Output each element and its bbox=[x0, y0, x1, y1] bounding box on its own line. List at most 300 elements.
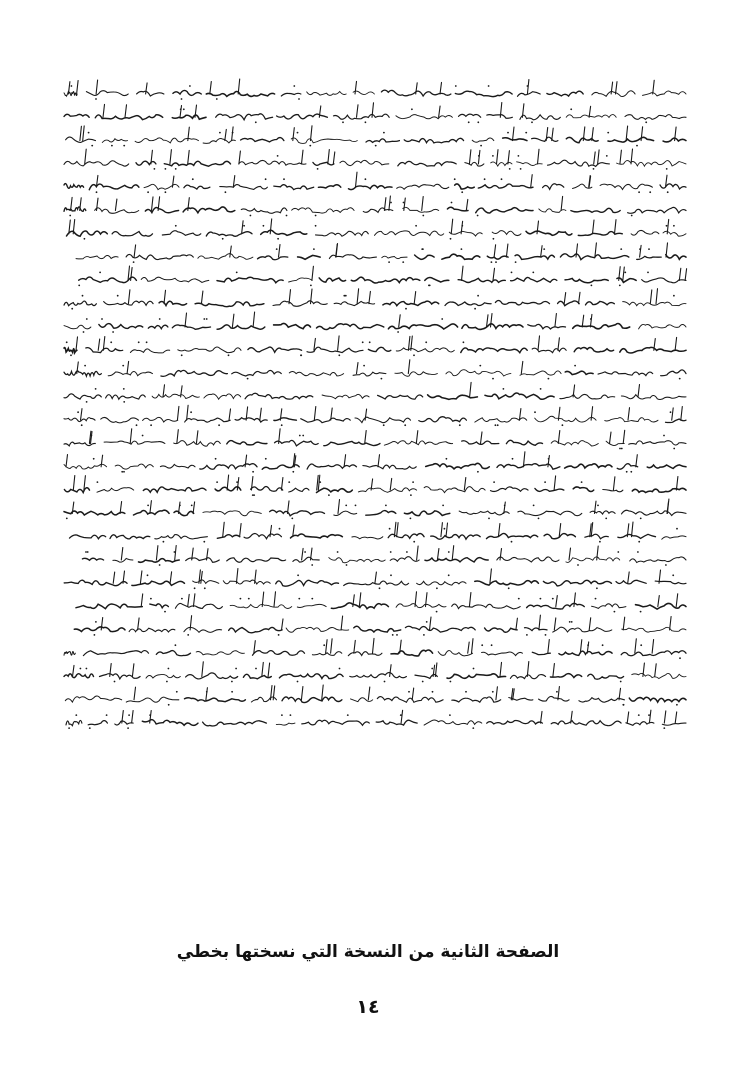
ink-ascender bbox=[685, 269, 687, 281]
ink-dot bbox=[95, 98, 97, 100]
ink-ascender bbox=[357, 363, 359, 374]
ink-dot bbox=[581, 481, 583, 483]
ink-ascender bbox=[513, 127, 515, 141]
ink-dot bbox=[66, 518, 68, 520]
ink-word bbox=[515, 255, 554, 260]
ink-word bbox=[559, 651, 612, 655]
ink-dot bbox=[515, 261, 517, 263]
ink-dot bbox=[93, 458, 95, 460]
manuscript-line bbox=[64, 172, 686, 193]
ink-ascender bbox=[399, 315, 401, 327]
ink-word bbox=[159, 301, 187, 305]
ink-dot bbox=[191, 505, 193, 507]
ink-ascender bbox=[274, 592, 276, 607]
ink-ascender bbox=[414, 292, 416, 304]
manuscript-line bbox=[74, 615, 686, 636]
ink-word bbox=[289, 278, 313, 282]
ink-word bbox=[244, 534, 281, 539]
ink-word bbox=[598, 372, 653, 376]
ink-word bbox=[102, 139, 127, 143]
manuscript-line bbox=[64, 405, 686, 426]
ink-dot bbox=[640, 518, 642, 520]
ink-dot bbox=[159, 564, 161, 566]
ink-dot bbox=[507, 132, 509, 134]
ink-word bbox=[590, 511, 615, 514]
ink-word bbox=[162, 231, 201, 236]
ink-dot bbox=[448, 574, 450, 576]
ink-ascender bbox=[357, 289, 359, 304]
ink-word bbox=[592, 91, 635, 97]
ink-ascender bbox=[466, 199, 468, 210]
ink-word bbox=[274, 418, 297, 421]
ink-ascender bbox=[369, 291, 371, 303]
ink-dot bbox=[390, 574, 392, 576]
ink-dot bbox=[422, 215, 424, 217]
ink-word bbox=[565, 371, 593, 374]
ink-dot bbox=[461, 191, 463, 193]
ink-word bbox=[164, 161, 230, 166]
ink-ascender bbox=[390, 478, 392, 490]
ink-dot bbox=[281, 424, 283, 426]
ink-ascender bbox=[268, 663, 270, 676]
ink-word bbox=[172, 115, 206, 119]
manuscript-line bbox=[64, 638, 686, 659]
ink-dot bbox=[432, 691, 434, 693]
ink-ascender bbox=[359, 593, 361, 607]
ink-dot bbox=[388, 261, 390, 263]
ink-word bbox=[560, 394, 615, 399]
ink-ascender bbox=[652, 640, 654, 654]
ink-ascender bbox=[196, 431, 198, 444]
ink-dot bbox=[540, 598, 542, 600]
ink-word bbox=[396, 348, 454, 352]
ink-word bbox=[383, 301, 439, 306]
ink-word bbox=[622, 627, 686, 632]
ink-ascender bbox=[188, 150, 190, 164]
ink-word bbox=[618, 534, 656, 538]
ink-dot bbox=[570, 108, 572, 110]
ink-ascender bbox=[230, 246, 232, 257]
ink-word bbox=[144, 184, 179, 189]
ink-dot bbox=[503, 388, 505, 390]
manuscript-line bbox=[64, 149, 686, 170]
ink-ascender bbox=[451, 219, 453, 234]
ink-word bbox=[503, 138, 527, 141]
ink-dot bbox=[636, 145, 638, 147]
ink-dot bbox=[390, 202, 392, 204]
ink-word bbox=[585, 534, 608, 539]
ink-word bbox=[241, 208, 287, 213]
ink-word bbox=[518, 511, 582, 516]
ink-ascender bbox=[595, 501, 597, 513]
ink-word bbox=[350, 673, 407, 678]
ink-ascender bbox=[441, 523, 443, 537]
ink-word bbox=[375, 231, 444, 236]
ink-dot bbox=[488, 85, 490, 87]
ink-word bbox=[156, 651, 190, 656]
ink-dot bbox=[181, 354, 183, 356]
ink-ascender bbox=[539, 615, 541, 630]
ink-dot bbox=[281, 714, 283, 716]
ink-dot bbox=[311, 598, 313, 600]
ink-dot bbox=[97, 481, 99, 483]
ink-ascender bbox=[229, 409, 231, 420]
ink-word bbox=[220, 185, 268, 190]
ink-dot bbox=[248, 598, 250, 600]
ink-dot bbox=[428, 285, 430, 287]
ink-ascender bbox=[672, 408, 674, 420]
ink-ascender bbox=[357, 105, 359, 118]
ink-ascender bbox=[132, 711, 134, 724]
ink-word bbox=[186, 673, 238, 679]
ink-word bbox=[152, 394, 199, 398]
ink-dot bbox=[639, 248, 641, 250]
ink-dot bbox=[465, 691, 467, 693]
ink-word bbox=[573, 487, 594, 492]
ink-ascender bbox=[538, 149, 540, 164]
ink-dot bbox=[94, 634, 96, 636]
ink-dot bbox=[365, 178, 367, 180]
ink-word bbox=[293, 557, 319, 562]
ink-word bbox=[282, 697, 342, 703]
manuscript-line bbox=[64, 499, 686, 519]
ink-ascender bbox=[496, 687, 498, 700]
ink-dot bbox=[415, 225, 417, 227]
ink-dot bbox=[587, 644, 589, 646]
ink-ascender bbox=[73, 476, 75, 491]
ink-dot bbox=[84, 365, 86, 367]
ink-word bbox=[425, 558, 488, 562]
ink-ascender bbox=[591, 407, 593, 421]
ink-dot bbox=[638, 191, 640, 193]
ink-dot bbox=[292, 471, 294, 473]
ink-dot bbox=[311, 564, 313, 566]
ink-word bbox=[112, 232, 152, 237]
ink-dot bbox=[444, 528, 446, 530]
ink-word bbox=[139, 559, 180, 563]
ink-word bbox=[617, 161, 686, 167]
ink-dot bbox=[406, 551, 408, 553]
ink-ascender bbox=[338, 336, 340, 350]
ink-ascender bbox=[115, 199, 117, 211]
ink-word bbox=[88, 721, 107, 725]
manuscript-line bbox=[64, 429, 686, 450]
ink-ascender bbox=[311, 126, 313, 141]
ink-dot bbox=[136, 424, 138, 426]
ink-word bbox=[276, 580, 339, 586]
manuscript-line bbox=[64, 312, 686, 333]
manuscript-line bbox=[64, 196, 686, 216]
ink-dot bbox=[497, 424, 499, 426]
ink-ascender bbox=[538, 336, 540, 350]
ink-dot bbox=[206, 691, 208, 693]
ink-word bbox=[462, 324, 523, 330]
ink-word bbox=[101, 417, 139, 422]
ink-word bbox=[129, 628, 175, 632]
ink-word bbox=[67, 231, 108, 236]
ink-word bbox=[148, 325, 168, 328]
ink-word bbox=[578, 232, 622, 236]
ink-word bbox=[83, 651, 148, 656]
ink-ascender bbox=[390, 665, 392, 677]
ink-dot bbox=[276, 248, 278, 250]
ink-word bbox=[126, 254, 193, 259]
ink-ascender bbox=[675, 337, 677, 350]
ink-ascender bbox=[302, 150, 304, 164]
ink-word bbox=[403, 207, 439, 212]
ink-ascender bbox=[242, 221, 244, 234]
ink-dot bbox=[225, 191, 227, 193]
ink-word bbox=[302, 720, 370, 725]
ink-ascender bbox=[655, 664, 657, 677]
ink-dot bbox=[463, 341, 465, 343]
ink-ascender bbox=[553, 664, 555, 677]
ink-word bbox=[417, 581, 466, 585]
ink-word bbox=[485, 393, 554, 399]
ink-ascender bbox=[579, 292, 581, 303]
ink-dot bbox=[290, 714, 292, 716]
ink-dot bbox=[666, 225, 668, 227]
manuscript-line bbox=[64, 452, 686, 473]
ink-word bbox=[662, 536, 686, 539]
ink-ascender bbox=[344, 455, 346, 467]
ink-word bbox=[270, 510, 325, 516]
ink-ascender bbox=[232, 127, 234, 141]
ink-dot bbox=[544, 481, 546, 483]
ink-word bbox=[97, 488, 134, 493]
ink-word bbox=[628, 207, 686, 213]
ink-dot bbox=[461, 225, 463, 227]
ink-dot bbox=[347, 714, 349, 716]
ink-ascender bbox=[134, 687, 136, 700]
ink-ascender bbox=[556, 596, 558, 607]
ink-word bbox=[279, 674, 343, 679]
ink-word bbox=[455, 184, 475, 189]
ink-word bbox=[86, 348, 123, 353]
ink-word bbox=[643, 91, 687, 96]
ink-dot bbox=[279, 528, 281, 530]
ink-dot bbox=[339, 668, 341, 670]
ink-word bbox=[431, 535, 481, 540]
ink-dot bbox=[123, 145, 125, 147]
manuscript-line bbox=[78, 266, 686, 286]
ink-ascender bbox=[619, 688, 621, 700]
ink-ascender bbox=[469, 593, 471, 607]
ink-word bbox=[617, 464, 638, 469]
ink-dot bbox=[673, 295, 675, 297]
ink-dot bbox=[602, 644, 604, 646]
ink-word bbox=[465, 162, 484, 166]
ink-dot bbox=[556, 691, 558, 693]
ink-dot bbox=[165, 191, 167, 193]
ink-dot bbox=[455, 85, 457, 87]
ink-word bbox=[329, 558, 385, 563]
ink-word bbox=[173, 90, 201, 95]
ink-ascender bbox=[623, 617, 625, 630]
ink-dot bbox=[78, 285, 80, 287]
ink-dot bbox=[534, 411, 536, 413]
ink-word bbox=[143, 487, 206, 492]
ink-dot bbox=[617, 551, 619, 553]
ink-dot bbox=[383, 424, 385, 426]
ink-dot bbox=[236, 481, 238, 483]
ink-ascender bbox=[548, 640, 550, 654]
ink-word bbox=[415, 674, 437, 678]
ink-dot bbox=[101, 318, 103, 320]
ink-dot bbox=[532, 272, 534, 274]
ink-word bbox=[253, 651, 305, 656]
ink-ascender bbox=[649, 710, 651, 723]
ink-ascender bbox=[251, 477, 253, 491]
ink-dot bbox=[504, 505, 506, 507]
ink-word bbox=[353, 372, 386, 376]
ink-dot bbox=[176, 691, 178, 693]
manuscript-line bbox=[76, 592, 686, 613]
ink-word bbox=[520, 115, 561, 120]
ink-dot bbox=[88, 132, 90, 134]
ink-ascender bbox=[384, 198, 386, 211]
ink-ascender bbox=[527, 662, 529, 677]
ink-word bbox=[426, 463, 490, 469]
ink-word bbox=[404, 511, 449, 516]
ink-ascender bbox=[96, 80, 98, 94]
ink-word bbox=[216, 114, 273, 120]
ink-word bbox=[174, 511, 194, 515]
ink-dot bbox=[538, 518, 540, 520]
ink-word bbox=[227, 441, 267, 445]
ink-ascender bbox=[500, 662, 502, 676]
manuscript-line bbox=[82, 546, 686, 566]
ink-word bbox=[313, 162, 334, 165]
ink-ascender bbox=[288, 501, 290, 514]
ink-word bbox=[363, 465, 416, 469]
ink-ascender bbox=[469, 150, 471, 164]
ink-word bbox=[64, 184, 84, 189]
ink-ascender bbox=[80, 126, 82, 140]
ink-dot bbox=[68, 727, 70, 729]
ink-word bbox=[95, 115, 162, 120]
ink-ascender bbox=[521, 361, 523, 373]
ink-word bbox=[316, 231, 369, 236]
ink-word bbox=[573, 323, 630, 328]
ink-ascender bbox=[314, 407, 316, 421]
ink-dot bbox=[283, 178, 285, 180]
ink-word bbox=[452, 604, 521, 609]
ink-dot bbox=[379, 587, 381, 589]
ink-word bbox=[64, 348, 77, 353]
ink-word bbox=[307, 92, 347, 96]
ink-word bbox=[312, 652, 341, 656]
ink-dot bbox=[540, 388, 542, 390]
ink-ascender bbox=[478, 150, 480, 164]
ink-dot bbox=[142, 435, 144, 437]
ink-ascender bbox=[127, 361, 129, 373]
ink-word bbox=[141, 277, 209, 282]
ink-dot bbox=[569, 621, 571, 623]
ink-word bbox=[113, 558, 133, 562]
ink-dot bbox=[138, 341, 140, 343]
ink-ascender bbox=[179, 502, 181, 513]
ink-dot bbox=[159, 318, 161, 320]
ink-dot bbox=[637, 551, 639, 553]
ink-dot bbox=[484, 178, 486, 180]
ink-dot bbox=[620, 681, 622, 683]
ink-dot bbox=[621, 448, 623, 450]
ink-dot bbox=[488, 518, 490, 520]
ink-dot bbox=[423, 634, 425, 636]
ink-word bbox=[424, 720, 482, 725]
ink-ascender bbox=[289, 290, 291, 304]
ink-word bbox=[475, 581, 539, 585]
ink-ascender bbox=[223, 522, 225, 536]
ink-dot bbox=[410, 518, 412, 520]
ink-dot bbox=[300, 354, 302, 356]
ink-ascender bbox=[472, 639, 474, 654]
ink-ascender bbox=[227, 475, 229, 490]
ink-dot bbox=[626, 471, 628, 473]
ink-ascender bbox=[461, 221, 463, 234]
ink-dot bbox=[85, 551, 87, 553]
ink-dot bbox=[543, 248, 545, 250]
ink-word bbox=[497, 557, 559, 562]
ink-ascender bbox=[152, 197, 154, 211]
ink-word bbox=[445, 302, 491, 306]
ink-ascender bbox=[481, 432, 483, 444]
ink-dot bbox=[84, 238, 86, 240]
ink-dot bbox=[345, 505, 347, 507]
ink-word bbox=[200, 464, 257, 470]
ink-dot bbox=[450, 681, 452, 683]
ink-ascender bbox=[589, 618, 591, 630]
ink-dot bbox=[631, 215, 633, 217]
ink-dot bbox=[474, 308, 476, 310]
ink-word bbox=[230, 604, 292, 608]
ink-dot bbox=[673, 225, 675, 227]
ink-ascender bbox=[401, 710, 403, 723]
ink-dot bbox=[369, 341, 371, 343]
ink-dot bbox=[346, 564, 348, 566]
ink-dot bbox=[166, 681, 168, 683]
ink-word bbox=[398, 161, 456, 166]
ink-word bbox=[525, 628, 548, 631]
ink-word bbox=[617, 278, 636, 283]
ink-ascender bbox=[328, 150, 330, 164]
ink-word bbox=[318, 185, 340, 188]
ink-dot bbox=[640, 611, 642, 613]
ink-word bbox=[447, 674, 506, 679]
page-number: ١٤ bbox=[356, 996, 380, 1018]
ink-word bbox=[390, 557, 419, 562]
ink-ascender bbox=[331, 639, 333, 653]
ink-ascender bbox=[613, 477, 615, 490]
ink-word bbox=[404, 138, 463, 143]
ink-ascender bbox=[506, 244, 508, 257]
ink-word bbox=[289, 372, 343, 376]
ink-ascender bbox=[611, 82, 613, 94]
ink-ascender bbox=[493, 268, 495, 280]
ink-ascender bbox=[531, 175, 533, 188]
ink-word bbox=[142, 720, 198, 726]
ink-dot bbox=[620, 248, 622, 250]
ink-ascender bbox=[628, 408, 630, 421]
ink-word bbox=[178, 347, 241, 353]
ink-dot bbox=[667, 191, 669, 193]
ink-dot bbox=[69, 215, 71, 217]
ink-word bbox=[592, 604, 626, 609]
ink-ascender bbox=[125, 105, 127, 118]
ink-ascender bbox=[150, 501, 152, 514]
ink-word bbox=[518, 92, 541, 97]
